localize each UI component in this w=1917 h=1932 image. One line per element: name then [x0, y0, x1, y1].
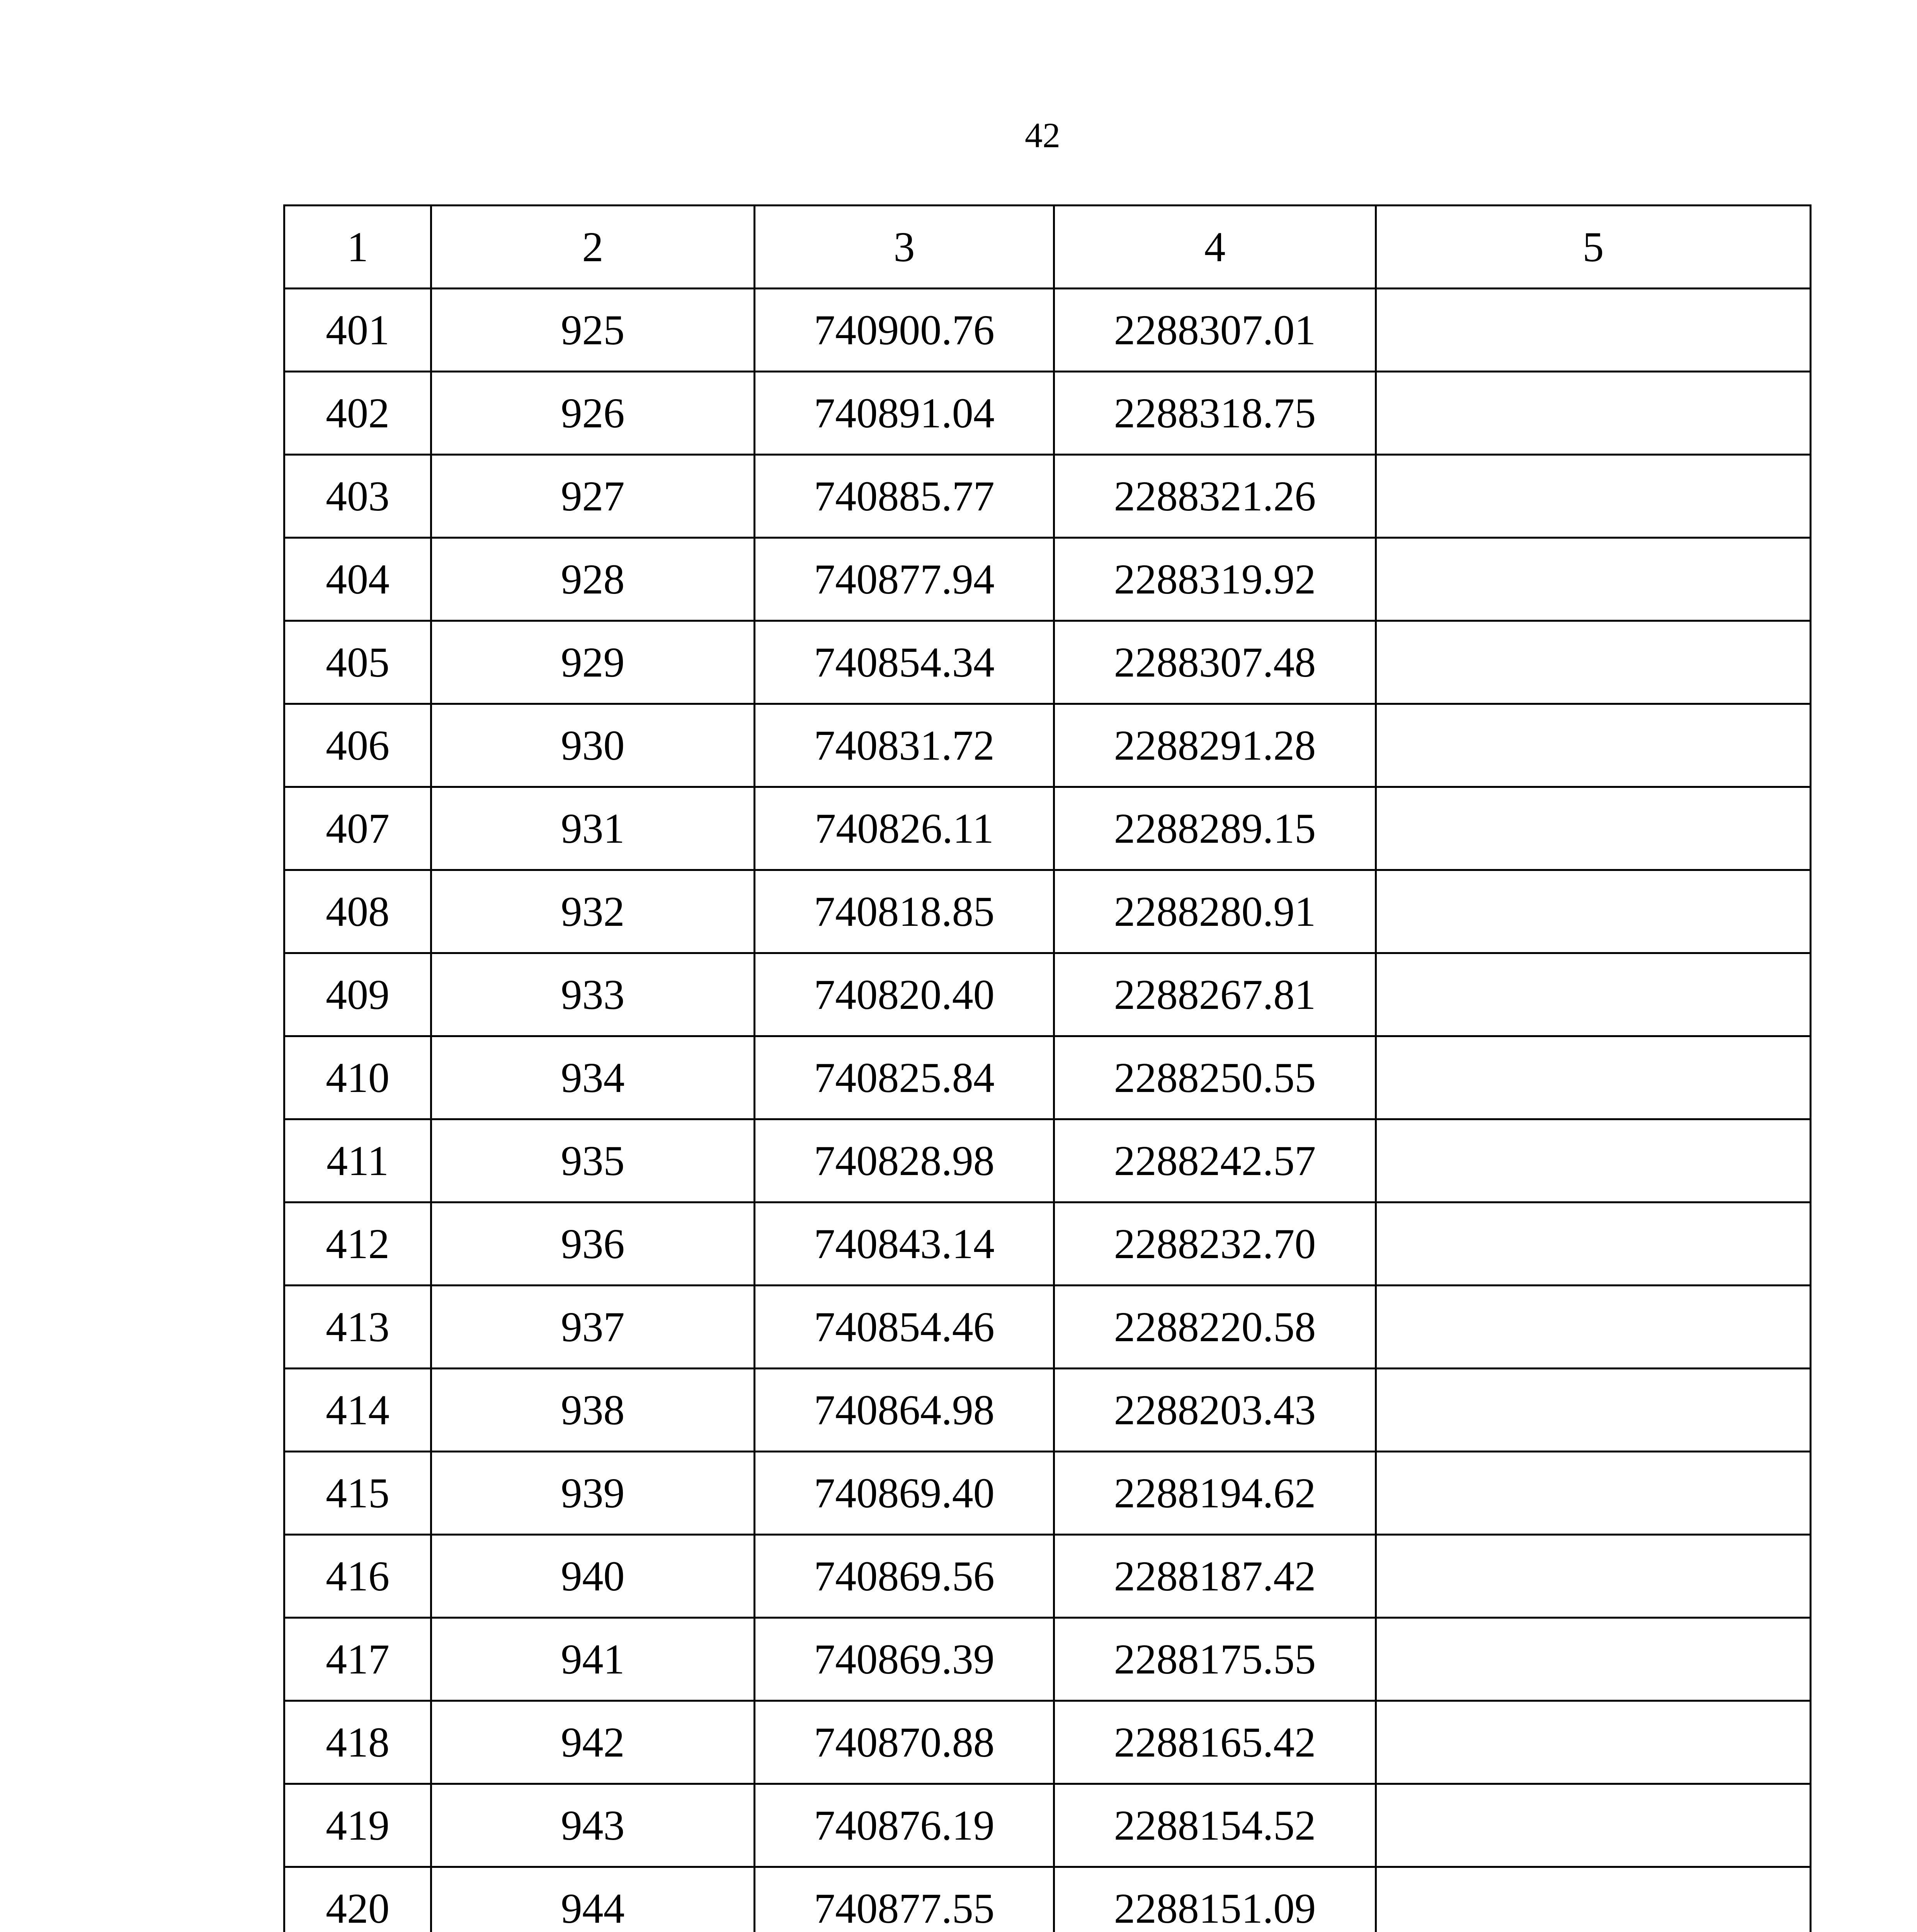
column-header: 2 — [431, 206, 755, 289]
table-row — [284, 1701, 1811, 1784]
table-cell: 740870.88 — [755, 1701, 1054, 1784]
column-header: 4 — [1054, 206, 1376, 289]
table-cell: 740869.56 — [755, 1535, 1054, 1618]
table-row — [284, 787, 1811, 870]
table-cell: 933 — [431, 953, 755, 1036]
table-cell: 2288242.57 — [1054, 1119, 1376, 1202]
table-cell — [1376, 1701, 1811, 1784]
table-cell: 2288187.42 — [1054, 1535, 1376, 1618]
table-cell: 2288154.52 — [1054, 1784, 1376, 1867]
table-cell — [1376, 953, 1811, 1036]
table-cell: 407 — [284, 787, 431, 870]
table-cell: 740831.72 — [755, 704, 1054, 787]
table-cell: 2288203.43 — [1054, 1369, 1376, 1452]
table-cell — [1376, 1535, 1811, 1618]
table-cell: 415 — [284, 1452, 431, 1535]
table-cell: 2288280.91 — [1054, 870, 1376, 953]
table-row — [284, 1202, 1811, 1286]
table-cell: 405 — [284, 621, 431, 704]
table-cell: 2288175.55 — [1054, 1618, 1376, 1701]
table-cell: 414 — [284, 1369, 431, 1452]
page-number: 42 — [1025, 116, 1060, 155]
table-cell — [1376, 1452, 1811, 1535]
table-row — [284, 1369, 1811, 1452]
table-cell: 740876.19 — [755, 1784, 1054, 1867]
table-row — [284, 455, 1811, 538]
table-row — [284, 1036, 1811, 1119]
table-cell — [1376, 1867, 1811, 1932]
table-cell: 740825.84 — [755, 1036, 1054, 1119]
table-cell: 2288321.26 — [1054, 455, 1376, 538]
table-cell: 740869.40 — [755, 1452, 1054, 1535]
table-cell: 740828.98 — [755, 1119, 1054, 1202]
table-cell: 412 — [284, 1202, 431, 1286]
table-row — [284, 1286, 1811, 1369]
table-cell: 930 — [431, 704, 755, 787]
table-cell: 925 — [431, 289, 755, 372]
table-cell: 927 — [431, 455, 755, 538]
table-cell: 2288232.70 — [1054, 1202, 1376, 1286]
table-cell: 2288220.58 — [1054, 1286, 1376, 1369]
table-cell: 740900.76 — [755, 289, 1054, 372]
table-cell: 938 — [431, 1369, 755, 1452]
table-cell: 937 — [431, 1286, 755, 1369]
table-cell: 2288289.15 — [1054, 787, 1376, 870]
table-row — [284, 538, 1811, 621]
table-cell: 2288151.09 — [1054, 1867, 1376, 1932]
table-cell: 404 — [284, 538, 431, 621]
table-row — [284, 1535, 1811, 1618]
table-cell: 740864.98 — [755, 1369, 1054, 1452]
table-cell: 417 — [284, 1618, 431, 1701]
table-cell: 401 — [284, 289, 431, 372]
table-cell: 411 — [284, 1119, 431, 1202]
table-cell: 413 — [284, 1286, 431, 1369]
column-header: 3 — [755, 206, 1054, 289]
table-cell: 740885.77 — [755, 455, 1054, 538]
table-cell: 740826.11 — [755, 787, 1054, 870]
table-cell — [1376, 1369, 1811, 1452]
table-cell: 2288307.48 — [1054, 621, 1376, 704]
table-cell — [1376, 1286, 1811, 1369]
table-cell: 740891.04 — [755, 372, 1054, 455]
table-cell: 740877.94 — [755, 538, 1054, 621]
table-cell: 2288318.75 — [1054, 372, 1376, 455]
table-row — [284, 704, 1811, 787]
table-row — [284, 621, 1811, 704]
table-row — [284, 953, 1811, 1036]
table-cell — [1376, 289, 1811, 372]
table-cell: 2288194.62 — [1054, 1452, 1376, 1535]
table-cell — [1376, 1036, 1811, 1119]
table-cell: 740820.40 — [755, 953, 1054, 1036]
table-cell: 406 — [284, 704, 431, 787]
table-cell: 410 — [284, 1036, 431, 1119]
table-row — [284, 1618, 1811, 1701]
table-cell: 926 — [431, 372, 755, 455]
table-row — [284, 372, 1811, 455]
table-cell — [1376, 704, 1811, 787]
table-cell: 2288165.42 — [1054, 1701, 1376, 1784]
table-cell: 939 — [431, 1452, 755, 1535]
table-cell: 740818.85 — [755, 870, 1054, 953]
table-row — [284, 870, 1811, 953]
column-header: 5 — [1376, 206, 1811, 289]
table-cell: 2288250.55 — [1054, 1036, 1376, 1119]
table-row — [284, 1784, 1811, 1867]
table-cell: 932 — [431, 870, 755, 953]
table-cell: 740869.39 — [755, 1618, 1054, 1701]
table-cell: 934 — [431, 1036, 755, 1119]
table-cell: 944 — [431, 1867, 755, 1932]
table-cell: 2288319.92 — [1054, 538, 1376, 621]
table-cell: 2288291.28 — [1054, 704, 1376, 787]
table-cell: 931 — [431, 787, 755, 870]
table-cell: 928 — [431, 538, 755, 621]
coordinates-table — [283, 204, 1812, 1932]
table-cell: 740843.14 — [755, 1202, 1054, 1286]
table-cell: 2288267.81 — [1054, 953, 1376, 1036]
table-cell: 408 — [284, 870, 431, 953]
table-cell: 936 — [431, 1202, 755, 1286]
table-cell: 2288307.01 — [1054, 289, 1376, 372]
table-row — [284, 1119, 1811, 1202]
table-cell: 416 — [284, 1535, 431, 1618]
table-cell: 403 — [284, 455, 431, 538]
table-cell — [1376, 1202, 1811, 1286]
table-cell: 740854.46 — [755, 1286, 1054, 1369]
table-cell: 940 — [431, 1535, 755, 1618]
table-cell: 402 — [284, 372, 431, 455]
table-cell: 929 — [431, 621, 755, 704]
table-header-row — [284, 206, 1811, 289]
table-row — [284, 1452, 1811, 1535]
table-cell — [1376, 787, 1811, 870]
table-row — [284, 289, 1811, 372]
column-header: 1 — [284, 206, 431, 289]
table-body — [284, 206, 1811, 1932]
table-cell — [1376, 372, 1811, 455]
table-cell — [1376, 1119, 1811, 1202]
table-cell: 740854.34 — [755, 621, 1054, 704]
table-cell: 420 — [284, 1867, 431, 1932]
table-row — [284, 1867, 1811, 1932]
table-cell — [1376, 870, 1811, 953]
table-cell: 418 — [284, 1701, 431, 1784]
table-cell — [1376, 1784, 1811, 1867]
table-cell: 409 — [284, 953, 431, 1036]
table-cell — [1376, 621, 1811, 704]
table-cell: 943 — [431, 1784, 755, 1867]
table-cell: 935 — [431, 1119, 755, 1202]
table-cell — [1376, 455, 1811, 538]
table-cell — [1376, 538, 1811, 621]
table-cell — [1376, 1618, 1811, 1701]
table-cell: 942 — [431, 1701, 755, 1784]
table-cell: 941 — [431, 1618, 755, 1701]
table-cell: 419 — [284, 1784, 431, 1867]
table-cell: 740877.55 — [755, 1867, 1054, 1932]
